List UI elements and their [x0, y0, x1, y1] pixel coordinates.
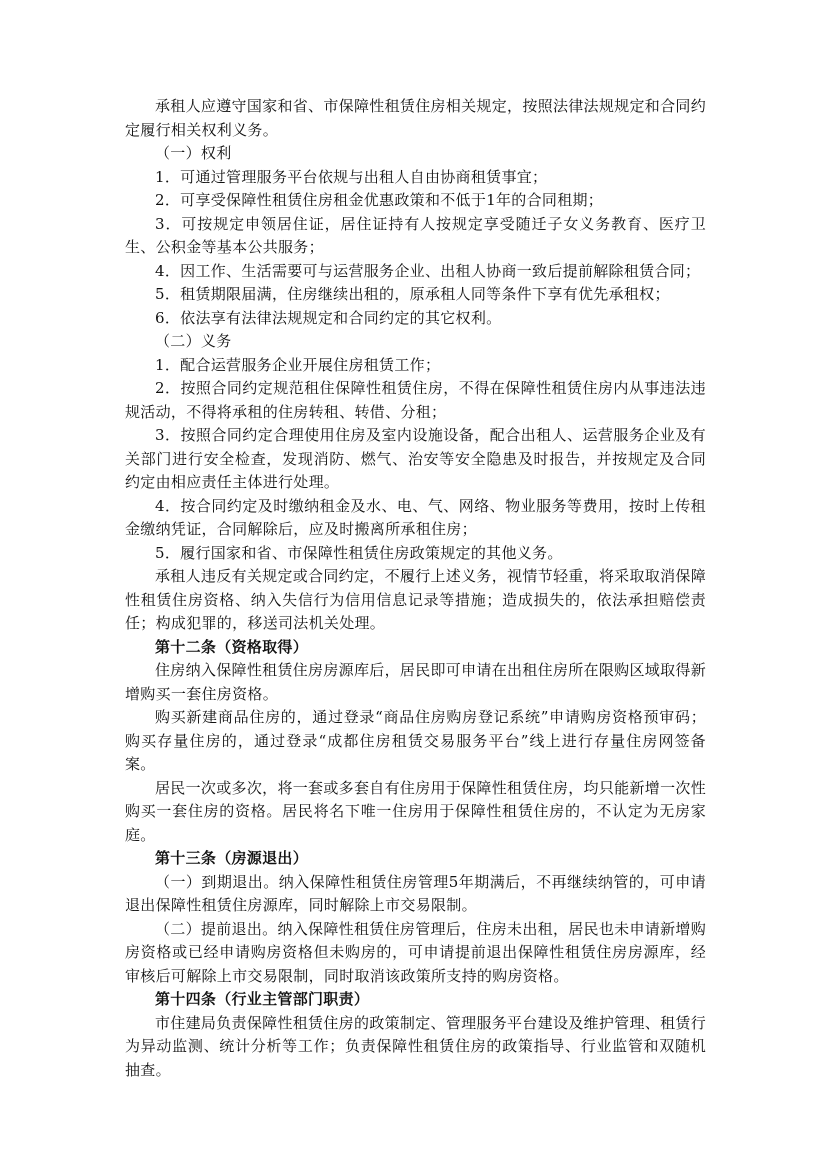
section-label-obligations: （二）义务 — [155, 332, 232, 350]
article-heading-14: 第十四条（行业主管部门职责） — [155, 990, 370, 1008]
list-item: 1．可通过管理服务平台依规与出租人自由协商租赁事宜； — [155, 167, 548, 186]
list-item: 1．配合运营服务企业开展住房租赁工作； — [155, 355, 441, 374]
list-item: 3．按照合同约定合理使用住房及室内设施设备，配合出租人、运营服务企业及有关部门进行安全检查，发现消防、燃气、治安等安全隐患及时报告，并按规定及合同约定由相应责任主体进行处理。 — [125, 426, 706, 491]
paragraph: （一）到期退出。纳入保障性租赁住房管理5年期满后，不再继续纳管的，可申请退出保障性租赁住房源库，同时解除上市交易限制。 — [125, 872, 706, 914]
article-heading-13: 第十三条（房源退出） — [155, 849, 309, 867]
article-heading-12: 第十二条（资格取得） — [155, 637, 309, 656]
paragraph: 承租人违反有关规定或合同约定，不履行上述义务，视情节轻重，将采取取消保障性租赁住房资格、纳入失信行为信用信息记录等措施；造成损失的，依法承担赔偿责任；构成犯罪的，移送司法机关处理。 — [125, 567, 706, 632]
list-item: 4．因工作、生活需要可与运营服务企业、出租人协商一致后提前解除租赁合同； — [155, 261, 701, 280]
list-item: 2．可享受保障性租赁住房租金优惠政策和不低于1年的合同租期； — [155, 191, 604, 209]
document-page — [125, 95, 706, 1082]
list-item: 3．可按规定申领居住证，居住证持有人按规定享受随迁子女义务教育、医疗卫生、公积金等基本公共服务； — [125, 214, 706, 256]
list-item: 6．依法享有法律法规规定和合同约定的其它权利。 — [155, 308, 502, 327]
paragraph: 购买新建商品住房的，通过登录“商品住房购房登记系统”申请购房资格预审码；购买存量住房的，通过登录“成都住房租赁交易服务平台”线上进行存量住房网签备案。 — [125, 708, 706, 773]
list-item: 5．履行国家和省、市保障性租赁住房政策规定的其他义务。 — [155, 543, 563, 562]
paragraph: （二）提前退出。纳入保障性租赁住房管理后，住房未出租，居民也未申请新增购房资格或已经申请购房资格但未购房的，可申请提前退出保障性租赁住房房源库，经审核后可解除上市交易限制，同时取消该政策所支持的购房资格。 — [125, 919, 706, 985]
paragraph: 居民一次或多次，将一套或多套自有住房用于保障性租赁住房，均只能新增一次性购买一套住房的资格。居民将名下唯一住房用于保障性租赁住房的，不认定为无房家庭。 — [125, 778, 706, 844]
paragraph: 承租人应遵守国家和省、市保障性租赁住房相关规定，按照法律法规规定和合同约定履行相关权利义务。 — [125, 97, 706, 139]
paragraph: 市住建局负责保障性租赁住房的政策制定、管理服务平台建设及维护管理、租赁行为异动监测、统计分析等工作；负责保障性租赁住房的政策指导、行业监管和双随机抽查。 — [125, 1013, 706, 1079]
paragraph: 住房纳入保障性租赁住房房源库后，居民即可申请在出租住房所在限购区域取得新增购买一套住房资格。 — [125, 661, 706, 703]
list-item: 5．租赁期限届满，住房继续出租的，原承租人同等条件下享有优先承租权； — [155, 285, 670, 303]
section-label-rights: （一）权利 — [155, 144, 232, 162]
list-item: 2．按照合同约定规范租住保障性租赁住房，不得在保障性租赁住房内从事违法违规活动，不得将承租的住房转租、转借、分租； — [125, 379, 706, 421]
list-item: 4．按合同约定及时缴纳租金及水、电、气、网络、物业服务等费用，按时上传租金缴纳凭证，合同解除后，应及时搬离所承租住房； — [125, 496, 706, 538]
